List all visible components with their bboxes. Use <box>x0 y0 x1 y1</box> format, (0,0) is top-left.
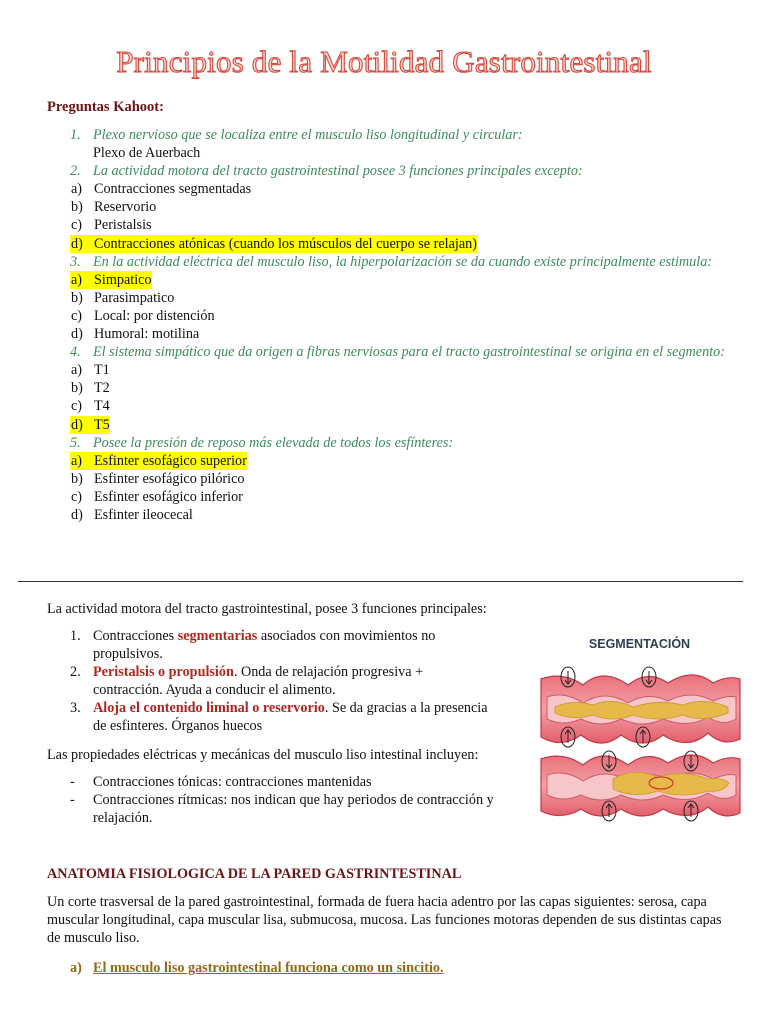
list-dash: - <box>70 774 75 790</box>
option-text: Esfinter ileocecal <box>94 506 193 523</box>
option-letter: c) <box>71 217 83 234</box>
option-letter: c) <box>71 488 83 505</box>
question-text: En la actividad eléctrica del musculo liso, la hiperpolarización se da cuando existe principalmente estimula: <box>93 253 713 270</box>
option <box>70 361 730 379</box>
option-letter: a) <box>71 181 83 198</box>
question-4 <box>70 343 730 361</box>
motor-intro: La actividad motora del tracto gastrointestinal, posee 3 funciones principales: <box>47 601 487 617</box>
option-highlighted <box>70 452 730 470</box>
option-text: Peristalsis <box>94 217 152 234</box>
section-heading: ANATOMIA FISIOLOGICA DE LA PARED GASTRINTESTINAL <box>47 866 462 882</box>
option-text: Esfinter esofágico superior <box>94 452 247 469</box>
properties-list <box>70 773 520 827</box>
question-number: 3. <box>70 253 81 270</box>
option <box>70 470 730 488</box>
option-text: Esfinter esofágico inferior <box>94 488 243 505</box>
item-bold-text: Peristalsis o propulsión <box>93 664 234 681</box>
option-letter: a) <box>70 271 94 289</box>
figure-title: SEGMENTACIÓN <box>588 637 691 651</box>
option <box>70 198 730 216</box>
list-item <box>70 773 520 791</box>
option-letter: b) <box>71 380 83 397</box>
option-text: Contracciones segmentadas <box>94 181 252 198</box>
question-5 <box>70 434 730 452</box>
option-highlighted <box>70 235 730 253</box>
question-text: Posee la presión de reposo más elevada de todos los esfínteres: <box>93 434 454 451</box>
item-text: Contracciones tónicas: contracciones mantenidas <box>93 774 372 790</box>
option-letter: d) <box>70 235 94 253</box>
option-text: Local: por distención <box>94 307 215 324</box>
option-text: Humoral: motilina <box>94 326 200 343</box>
option-letter: c) <box>71 307 83 324</box>
option-letter: b) <box>71 289 83 306</box>
item-number: 1. <box>70 628 81 644</box>
kahoot-heading: Preguntas Kahoot: <box>47 99 164 115</box>
option-text: T2 <box>94 380 110 397</box>
option-text: Simpatico <box>94 271 152 288</box>
option-letter: a) <box>70 452 94 470</box>
question-text: La actividad motora del tracto gastrointestinal posee 3 funciones principales excepto: <box>93 163 583 180</box>
item-text: asociados con movimientos no propulsivos. <box>93 628 436 663</box>
list-item <box>70 791 520 827</box>
question-number: 2. <box>70 163 81 180</box>
option-letter: b) <box>71 470 83 487</box>
anatomy-paragraph: Un corte trasversal de la pared gastrointestinal, formada de fuera hacia adentro por las capas siguientes: serosa, capa muscular longitudinal, capa muscular lisa, submucosa, mucosa. Las funciones motoras dependen de sus distintas capas de musculo liso. <box>47 894 722 947</box>
option-letter: d) <box>71 326 83 343</box>
item-text: . Onda de relajación progresiva + contracción. Ayuda a conducir el alimento. <box>93 664 424 699</box>
question-1-answer: Plexo de Auerbach <box>93 145 201 162</box>
option <box>70 307 730 325</box>
option <box>70 506 730 524</box>
option <box>70 397 730 415</box>
question-3 <box>70 253 730 271</box>
question-2 <box>70 162 730 180</box>
list-item <box>70 663 490 699</box>
segmentation-illustration <box>533 627 746 822</box>
item-text: Contracciones <box>93 628 178 644</box>
item-text: . Se da gracias a la presencia de esfinteres. Órganos huecos <box>93 700 488 735</box>
item-bold-text: segmentarias <box>177 628 258 644</box>
option-highlighted <box>70 271 730 289</box>
item-number: 3. <box>70 700 81 717</box>
motor-functions-list <box>70 627 490 736</box>
anatomy-item-a <box>70 960 444 977</box>
option <box>70 379 730 397</box>
item-bold-text: Aloja el contenido liminal o reservorio <box>93 700 325 717</box>
option-text: T5 <box>94 416 110 433</box>
item-letter: a) <box>70 960 82 976</box>
option <box>70 289 730 307</box>
option <box>70 216 730 234</box>
question-text: Plexo nervioso que se localiza entre el musculo liso longitudinal y circular: <box>93 127 523 143</box>
section-divider <box>18 581 743 582</box>
properties-intro: Las propiedades eléctricas y mecánicas del musculo liso intestinal incluyen: <box>47 747 479 763</box>
option-letter: d) <box>71 506 83 523</box>
list-item <box>70 627 490 663</box>
question-number: 5. <box>70 434 81 451</box>
option-text: Esfinter esofágico pilórico <box>94 470 245 487</box>
option <box>70 325 730 343</box>
question-number: 4. <box>70 344 81 361</box>
document-title: Principios de la Motilidad Gastrointestinal <box>116 44 652 79</box>
kahoot-questions <box>70 126 730 524</box>
item-text: Contracciones rítmicas: nos indican que hay periodos de contracción y relajación. <box>93 792 494 827</box>
list-item <box>70 699 490 735</box>
option-highlighted <box>70 416 730 434</box>
option-letter: d) <box>70 416 94 434</box>
option-letter: b) <box>71 199 83 216</box>
option <box>70 180 730 198</box>
question-1 <box>70 126 730 144</box>
list-dash: - <box>70 792 75 809</box>
option-text: Reservorio <box>94 199 157 216</box>
item-text: El musculo liso gastrointestinal funciona como un sincitio. <box>93 960 444 976</box>
option-letter: c) <box>71 398 83 415</box>
option-text: T1 <box>94 362 110 379</box>
item-number: 2. <box>70 664 81 681</box>
option-text: Contracciones atónicas (cuando los músculos del cuerpo se relajan) <box>94 235 477 252</box>
question-number: 1. <box>70 127 81 143</box>
option-text: T4 <box>94 398 110 415</box>
option <box>70 488 730 506</box>
segmentation-figure <box>533 627 746 822</box>
question-text: El sistema simpático que da origen a fibras nerviosas para el tracto gastrointestinal se origina en el segmento: <box>93 344 725 361</box>
option-text: Parasimpatico <box>94 289 175 306</box>
option-letter: a) <box>71 362 83 379</box>
